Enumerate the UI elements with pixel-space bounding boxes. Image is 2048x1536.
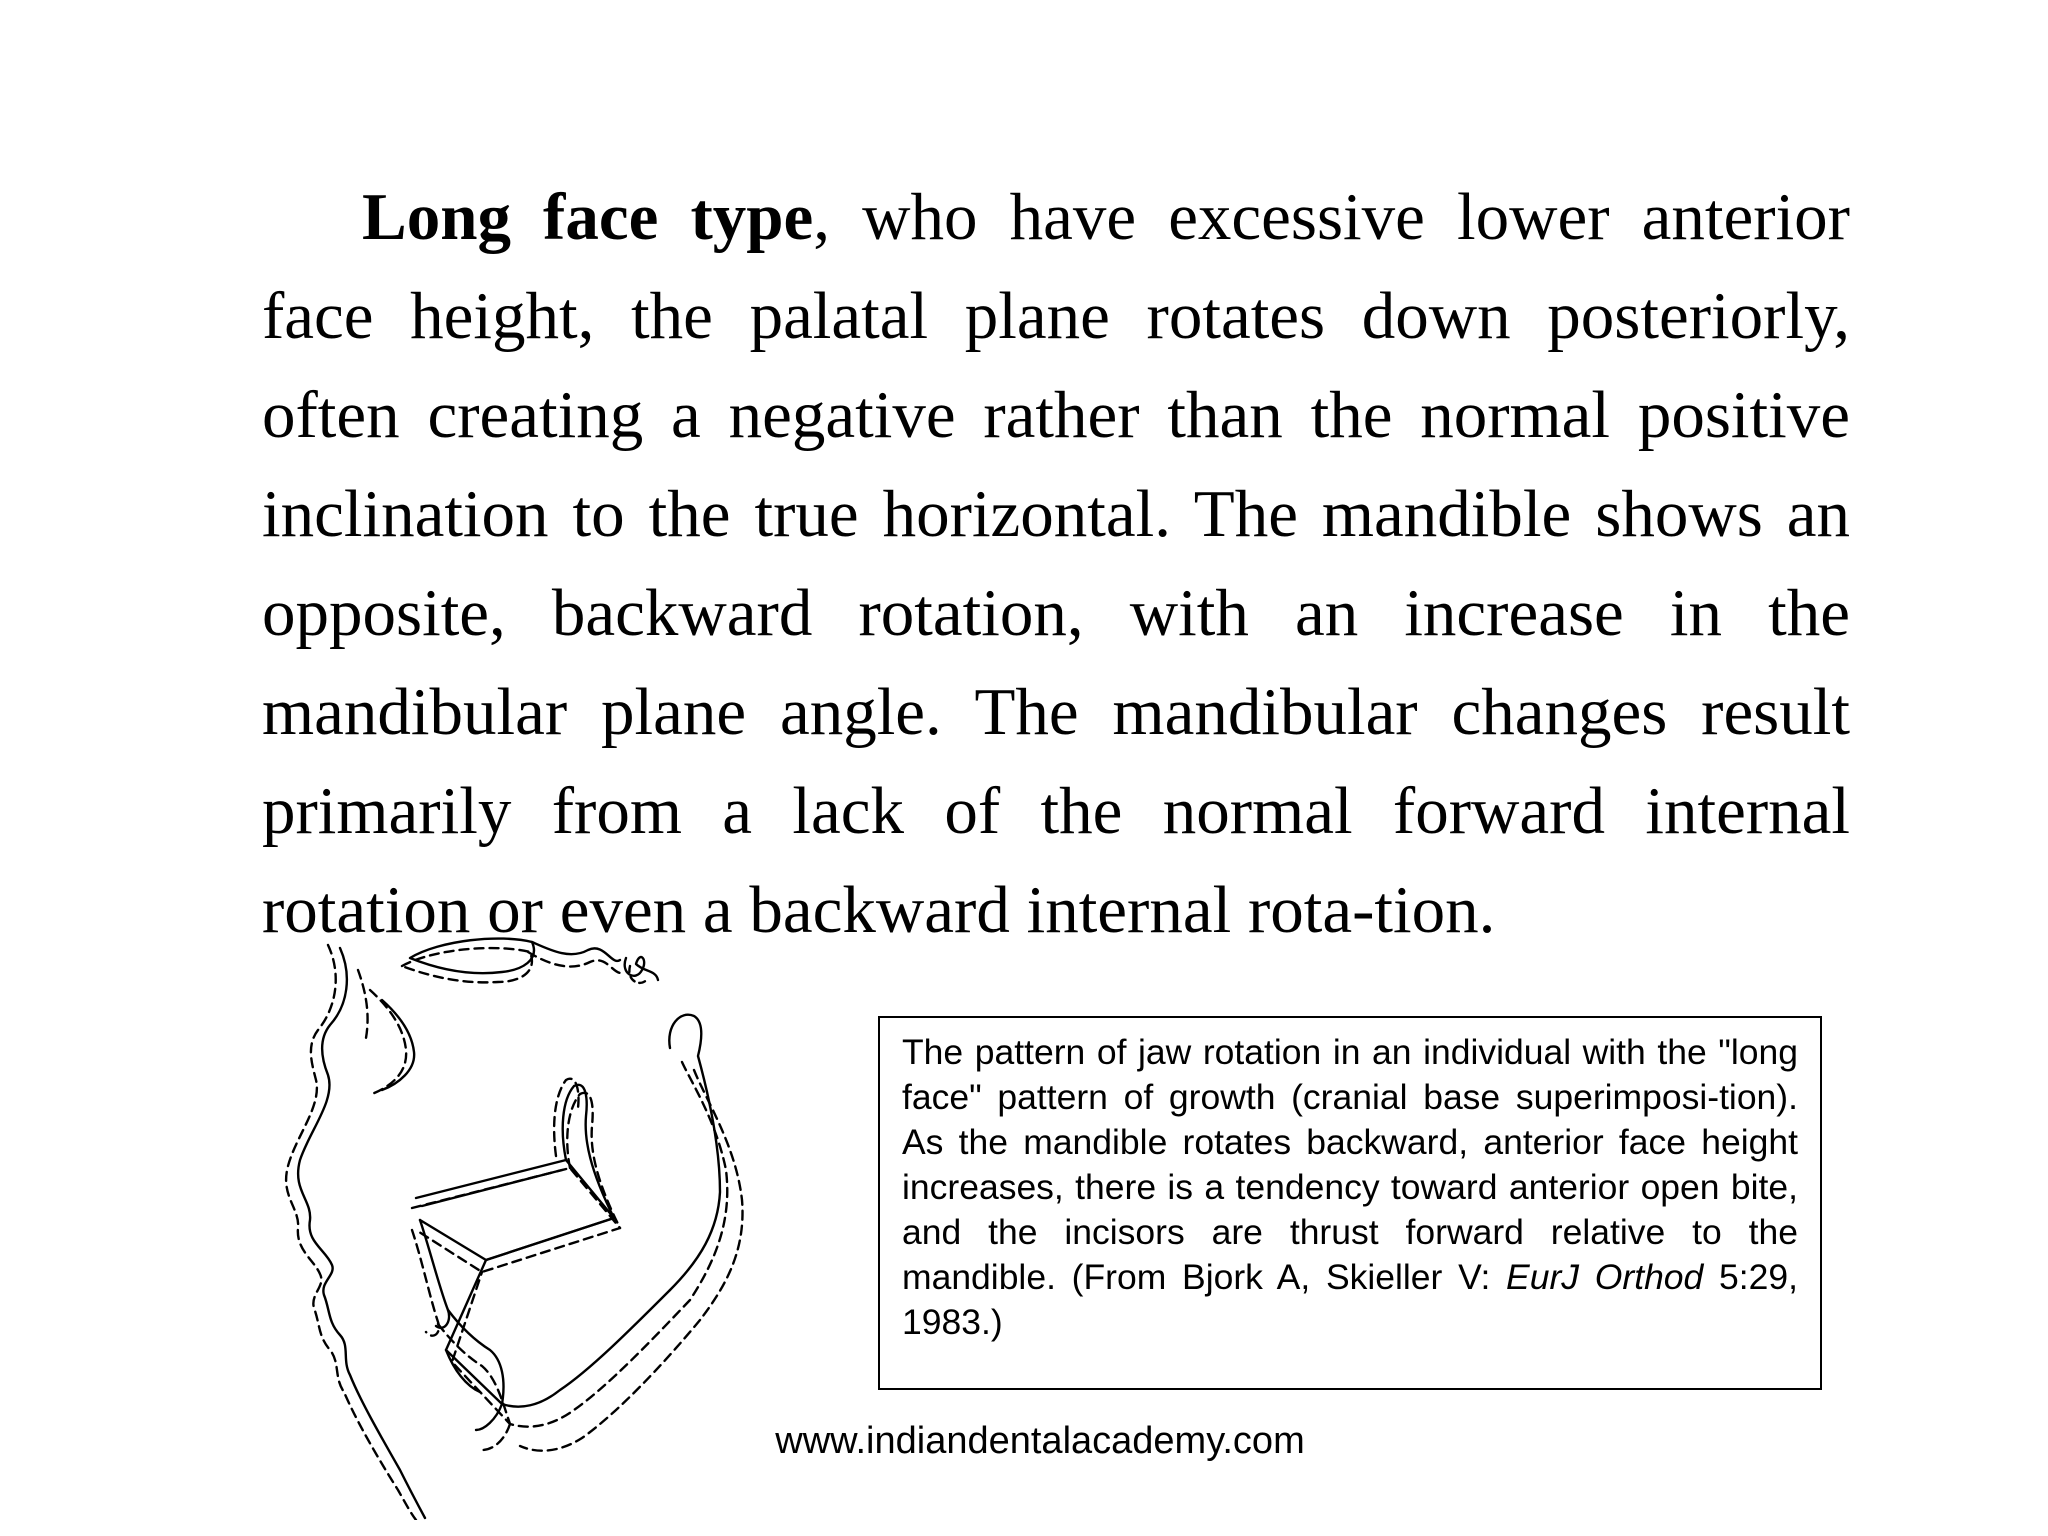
figure-caption-box: [878, 1016, 1822, 1390]
figure-caption-text: The pattern of jaw rotation in an individual with the "long face" pattern of growth (cranial base superimposi-tion). As the mandible rotates backward, anterior face height increases, there is a tendency toward anterior open bite, and the incisors are thrust forward relative to the mandible. (From Bjork A, Skieller V:: [902, 1032, 1798, 1297]
ramus-solid: [563, 1085, 614, 1218]
maxilla-outline-dashed: [412, 1168, 620, 1272]
chin-dashed: [482, 1424, 510, 1450]
chin-solid: [476, 1404, 502, 1430]
cranial-base-line: [532, 942, 620, 961]
profile-outline-dashed: [286, 945, 416, 1520]
footer-website-url: www.indiandentalacademy.com: [775, 1420, 1305, 1462]
upper-incisor-dashed: [412, 1230, 439, 1336]
main-paragraph-lead: Long face type: [362, 180, 814, 254]
mandible-body-solid: [446, 1218, 670, 1407]
profile-outline-solid: [298, 948, 425, 1518]
orbit-outline-solid: [410, 939, 534, 974]
jaw-rotation-tracing-figure: [270, 930, 790, 1520]
main-paragraph-body: , who have excessive lower anterior face height, the palatal plane rotates down posteriorly, often creating a negative rather than the normal positive inclination to the true horizontal. The mandible shows an opposite, backward rotation, with an increase in the mandibular plane angle. The mandibular changes result primarily from a lack of the normal forward internal rotation or even a backward internal rota-tion.: [262, 180, 1850, 947]
mandible-body-dashed-2: [520, 1320, 700, 1451]
figure-caption: [902, 1030, 1798, 1345]
ramus-dashed: [567, 1093, 620, 1228]
profile-outline-dashed-inner: [358, 970, 368, 1038]
maxilla-outline-solid: [416, 1160, 614, 1260]
figure-caption-journal: EurJ Orthod: [1506, 1257, 1704, 1297]
main-paragraph: [262, 168, 1850, 960]
maxilla-inner-solid: [422, 1170, 562, 1206]
figure-caption-citation: 5:29, 1983.): [902, 1257, 1798, 1342]
condyle-solid: [669, 1015, 720, 1290]
